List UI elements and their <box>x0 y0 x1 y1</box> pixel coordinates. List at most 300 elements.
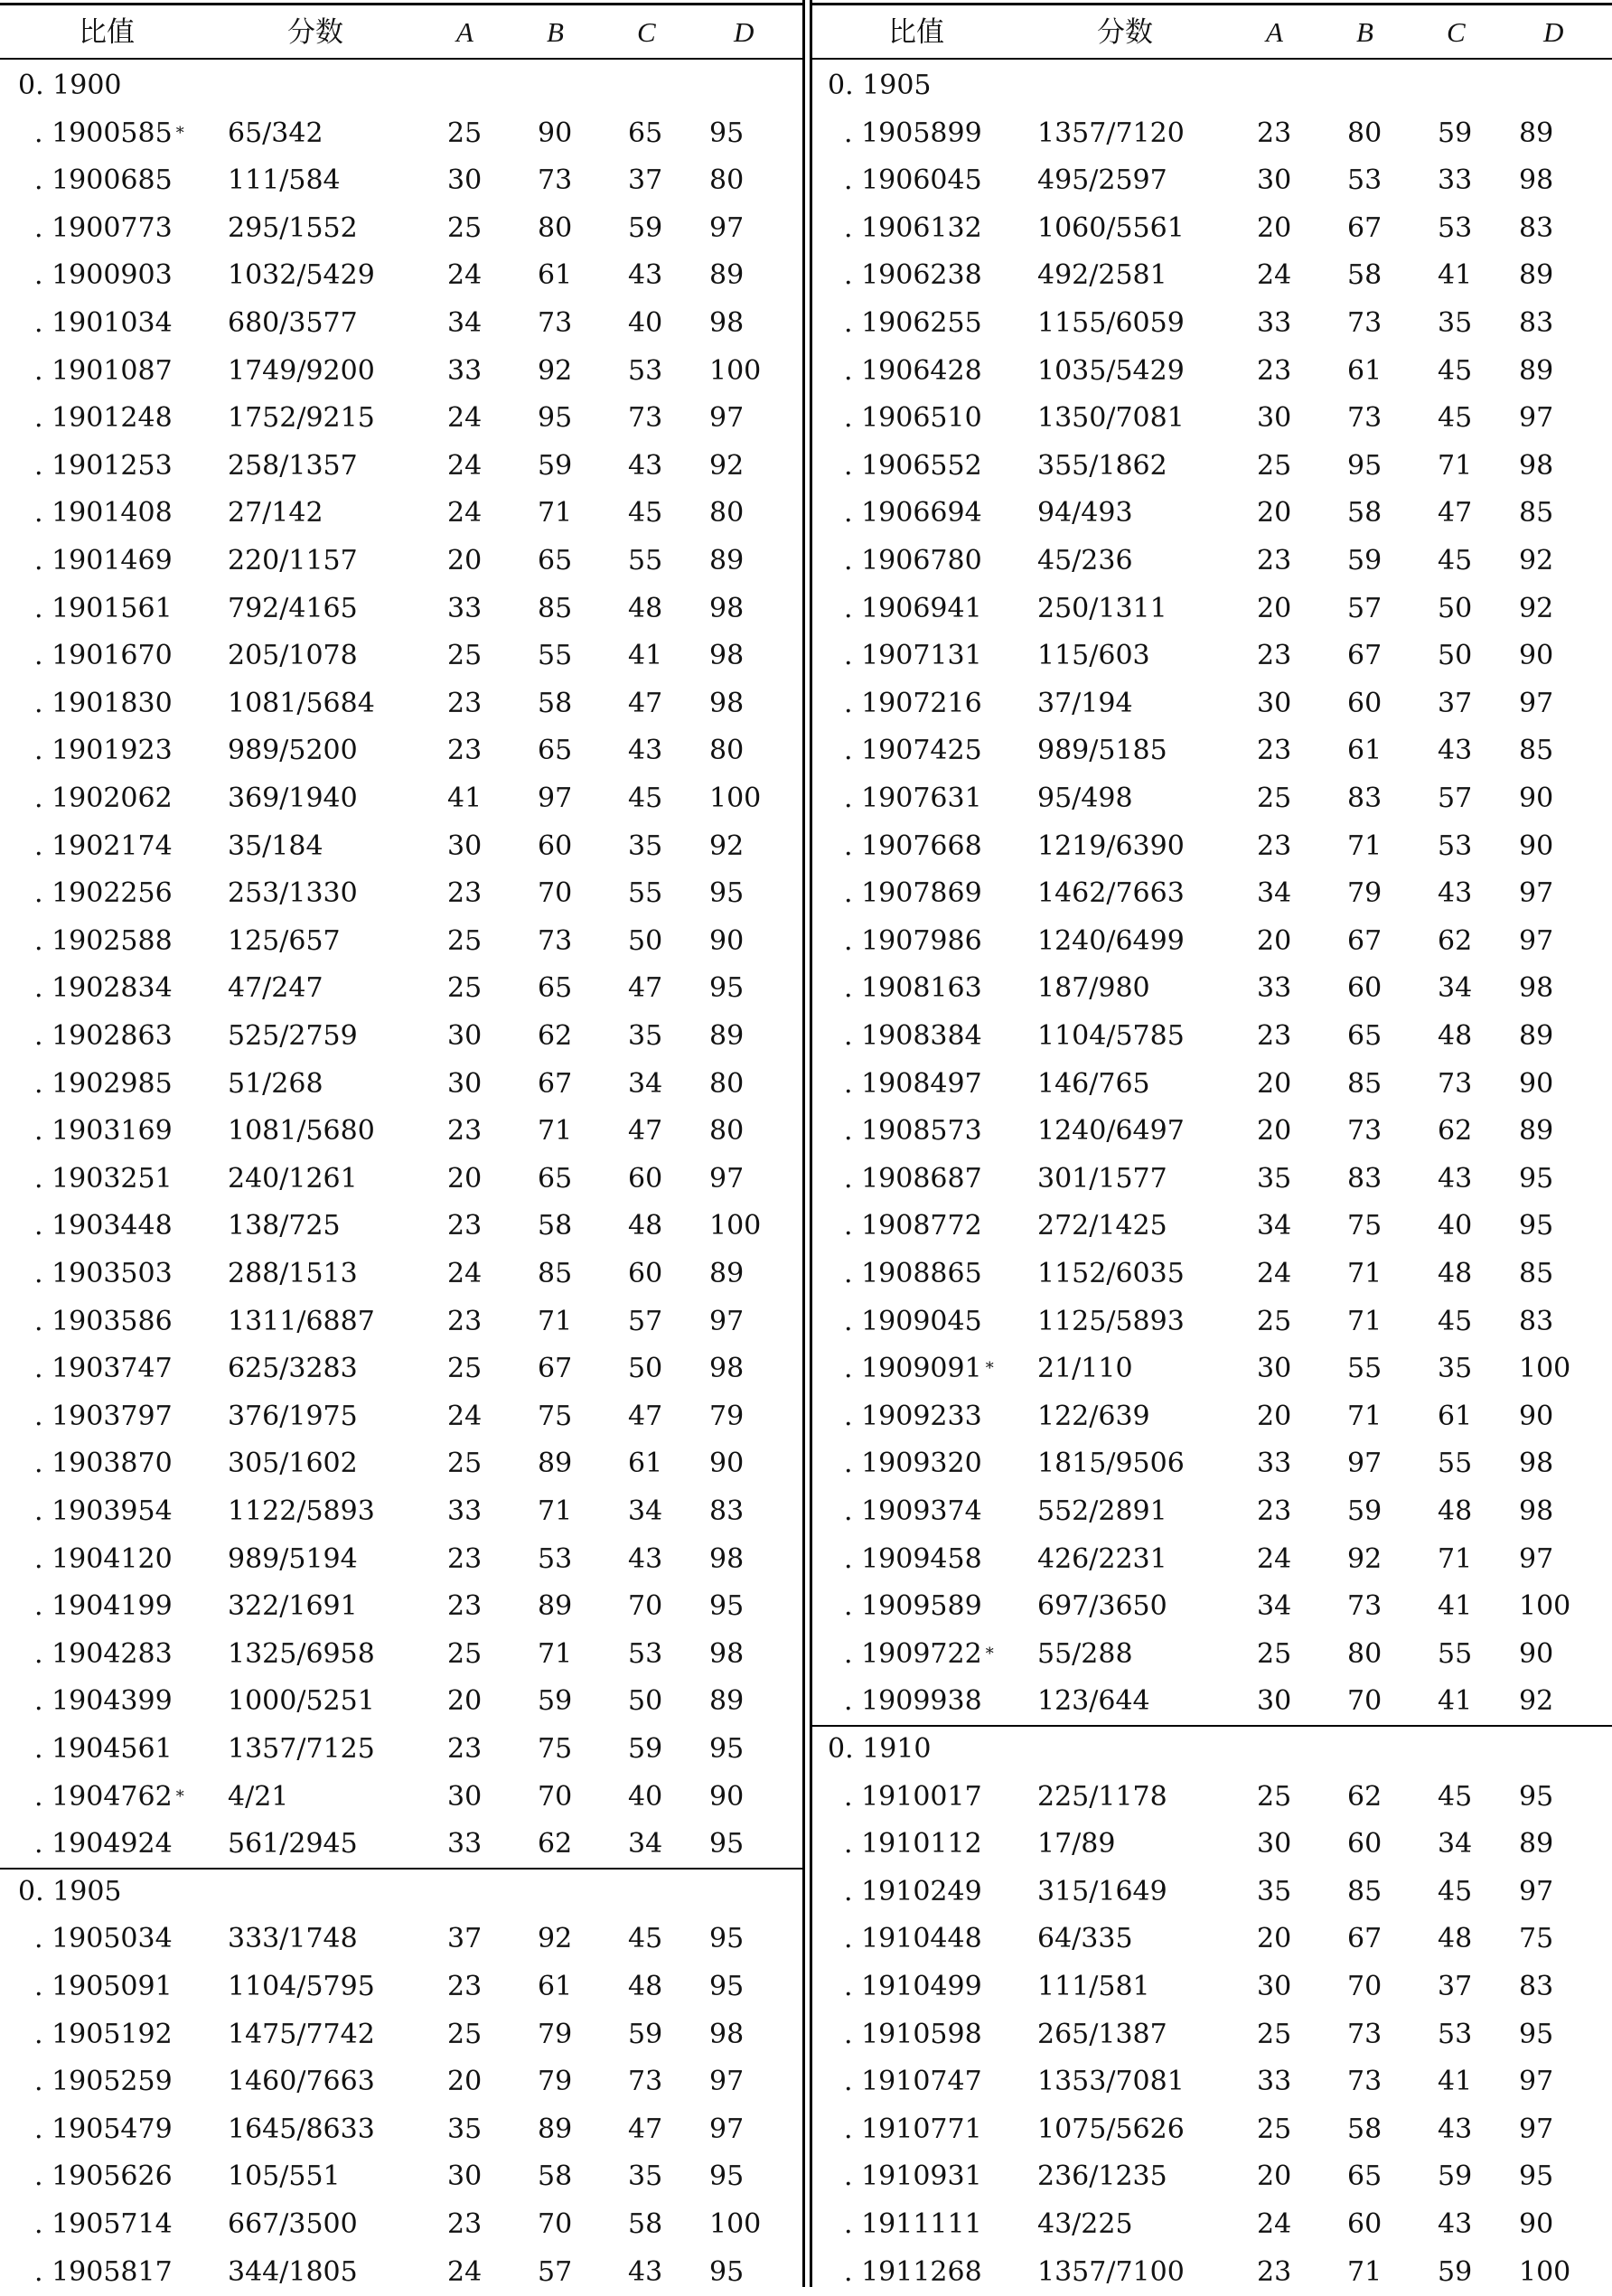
asterisk-mark: * <box>175 123 184 143</box>
fraction-cell: 1081/5684 <box>228 687 375 719</box>
c-cell: 47 <box>628 687 663 719</box>
a-cell: 25 <box>447 2018 483 2050</box>
b-cell: 73 <box>538 307 573 339</box>
group-label: 0. 1910 <box>828 1733 932 1765</box>
d-cell: 80 <box>709 1067 745 1100</box>
a-cell: 25 <box>447 1353 483 1385</box>
table-row <box>0 110 802 157</box>
c-cell: 53 <box>628 354 663 387</box>
table-row <box>810 2058 1612 2105</box>
a-cell: 25 <box>447 117 483 149</box>
ratio-cell <box>844 348 982 395</box>
ratio-value: . 1908163 <box>844 972 982 1005</box>
b-cell: 75 <box>1347 1210 1382 1242</box>
d-cell: 97 <box>709 2113 745 2145</box>
table-row <box>0 823 802 870</box>
ratio-cell <box>844 1821 982 1868</box>
fraction-cell: 187/980 <box>1037 972 1150 1005</box>
c-cell: 59 <box>1438 117 1473 149</box>
ratio-value: . 1911268 <box>844 2255 982 2288</box>
table-row <box>810 1869 1612 1916</box>
a-cell: 33 <box>447 1828 483 1860</box>
ratio-value: . 1909045 <box>844 1305 982 1337</box>
ratio-value: . 1900585 <box>34 117 173 149</box>
ratio-cell <box>34 2153 173 2200</box>
table-row <box>810 1298 1612 1345</box>
d-cell: 95 <box>1519 1162 1554 1195</box>
ratio-value: . 1905091 <box>34 1971 173 2002</box>
b-cell: 92 <box>1347 1542 1382 1575</box>
d-cell: 97 <box>709 211 745 244</box>
c-cell: 48 <box>628 592 663 624</box>
ratio-cell <box>844 1345 994 1392</box>
a-cell: 24 <box>447 1400 483 1432</box>
d-cell: 90 <box>1519 2208 1554 2240</box>
ratio-cell <box>34 2106 173 2153</box>
a-cell: 24 <box>447 402 483 435</box>
d-cell: 98 <box>709 1542 745 1575</box>
ratio-cell <box>844 205 982 252</box>
fraction-cell: 122/639 <box>1037 1400 1150 1432</box>
c-cell: 73 <box>628 2066 663 2098</box>
ratio-value: . 1906694 <box>844 497 982 529</box>
fraction-cell: 1350/7081 <box>1037 402 1185 435</box>
fraction-cell: 236/1235 <box>1037 2160 1167 2193</box>
ratio-cell <box>844 1583 982 1630</box>
ratio-value: . 1903169 <box>34 1115 173 1148</box>
d-cell: 95 <box>1519 2018 1554 2050</box>
ratio-cell <box>844 1963 982 2010</box>
fraction-cell: 369/1940 <box>228 783 358 814</box>
table-row <box>0 1061 802 1108</box>
c-cell: 43 <box>628 735 663 767</box>
c-cell: 41 <box>1438 259 1473 292</box>
fraction-cell: 355/1862 <box>1037 449 1167 482</box>
ratio-cell <box>34 1726 173 1773</box>
b-cell: 90 <box>538 117 573 149</box>
fraction-cell: 1035/5429 <box>1037 354 1185 387</box>
b-cell: 65 <box>1347 2160 1382 2193</box>
b-cell: 83 <box>1347 783 1382 814</box>
ratio-value: . 1910499 <box>844 1971 982 2002</box>
fraction-cell: 146/765 <box>1037 1067 1150 1100</box>
a-cell: 34 <box>1257 1210 1292 1242</box>
b-cell: 85 <box>1347 1067 1382 1100</box>
c-cell: 53 <box>1438 829 1473 862</box>
table-row <box>810 1963 1612 2010</box>
a-cell: 20 <box>447 2066 483 2098</box>
b-cell: 60 <box>1347 972 1382 1005</box>
fraction-cell: 1815/9506 <box>1037 1448 1185 1480</box>
d-cell: 89 <box>1519 259 1554 292</box>
ratio-value: . 1907216 <box>844 687 982 719</box>
table-row <box>810 1393 1612 1440</box>
b-cell: 70 <box>1347 1685 1382 1718</box>
b-cell: 71 <box>538 1637 573 1670</box>
d-cell: 90 <box>1519 829 1554 862</box>
ratio-cell <box>844 1156 982 1203</box>
d-cell: 90 <box>1519 783 1554 814</box>
ratio-cell <box>844 395 982 442</box>
a-cell: 30 <box>1257 687 1292 719</box>
a-cell: 23 <box>447 1210 483 1242</box>
c-cell: 48 <box>1438 1495 1473 1527</box>
c-cell: 47 <box>1438 497 1473 529</box>
c-cell: 61 <box>1438 1400 1473 1432</box>
ratio-cell <box>34 2011 173 2058</box>
c-cell: 57 <box>1438 783 1473 814</box>
ratio-value: . 1902588 <box>34 924 173 957</box>
a-cell: 30 <box>447 164 483 197</box>
b-cell: 62 <box>1347 1780 1382 1813</box>
table-row <box>810 1583 1612 1630</box>
c-cell: 41 <box>628 640 663 672</box>
a-cell: 20 <box>1257 924 1292 957</box>
ratio-cell <box>844 1108 982 1155</box>
d-cell: 90 <box>1519 640 1554 672</box>
table-row <box>810 2153 1612 2200</box>
a-cell: 35 <box>1257 1162 1292 1195</box>
d-cell: 97 <box>1519 2113 1554 2145</box>
c-cell: 34 <box>628 1067 663 1100</box>
c-cell: 45 <box>1438 1780 1473 1813</box>
a-cell: 25 <box>447 1637 483 1670</box>
ratio-cell <box>844 823 982 870</box>
a-cell: 24 <box>447 1258 483 1289</box>
group-label: 0. 1900 <box>18 70 122 101</box>
b-cell: 61 <box>538 259 573 292</box>
ratio-value: . 1909722 <box>844 1637 982 1670</box>
a-cell: 20 <box>1257 1923 1292 1955</box>
c-cell: 50 <box>628 1685 663 1718</box>
ratio-value: . 1910112 <box>844 1828 982 1860</box>
right-table-column <box>810 0 1612 2287</box>
a-cell: 23 <box>1257 2255 1292 2288</box>
ratio-value: . 1906552 <box>844 449 982 482</box>
table-row <box>0 1488 802 1535</box>
ratio-cell <box>34 1583 173 1630</box>
c-cell: 45 <box>628 1923 663 1955</box>
d-cell: 92 <box>709 829 745 862</box>
header-d: D <box>734 16 754 48</box>
c-cell: 48 <box>628 1210 663 1242</box>
table-row <box>0 300 802 347</box>
a-cell: 23 <box>447 2208 483 2240</box>
c-cell: 71 <box>1438 449 1473 482</box>
ratio-value: . 1906428 <box>844 354 982 387</box>
ratio-cell <box>844 727 982 774</box>
b-cell: 61 <box>1347 354 1382 387</box>
d-cell: 97 <box>1519 687 1554 719</box>
fraction-cell: 115/603 <box>1037 640 1150 672</box>
b-cell: 97 <box>538 783 573 814</box>
d-cell: 98 <box>709 687 745 719</box>
fraction-cell: 315/1649 <box>1037 1875 1167 1907</box>
d-cell: 95 <box>709 1828 745 1860</box>
b-cell: 73 <box>538 924 573 957</box>
table-row <box>0 1393 802 1440</box>
table-row <box>0 1631 802 1678</box>
c-cell: 43 <box>1438 735 1473 767</box>
table-row <box>810 1203 1612 1250</box>
ratio-cell <box>844 1678 982 1725</box>
ratio-value: . 1904924 <box>34 1828 173 1860</box>
a-cell: 20 <box>1257 2160 1292 2193</box>
d-cell: 80 <box>709 1115 745 1148</box>
c-cell: 43 <box>1438 877 1473 910</box>
b-cell: 71 <box>1347 829 1382 862</box>
a-cell: 25 <box>447 640 483 672</box>
d-cell: 90 <box>709 1780 745 1813</box>
ratio-value: . 1903797 <box>34 1400 173 1432</box>
c-cell: 62 <box>1438 1115 1473 1148</box>
d-cell: 98 <box>1519 1495 1554 1527</box>
d-cell: 95 <box>1519 2160 1554 2193</box>
header-fraction: 分数 <box>287 16 343 49</box>
ratio-cell <box>844 586 982 633</box>
group-heading <box>810 1726 1612 1773</box>
a-cell: 30 <box>447 1020 483 1052</box>
c-cell: 53 <box>628 1637 663 1670</box>
d-cell: 98 <box>709 1637 745 1670</box>
b-cell: 80 <box>538 211 573 244</box>
c-cell: 73 <box>628 402 663 435</box>
table-row <box>0 1156 802 1203</box>
ratio-cell <box>34 965 173 1012</box>
d-cell: 97 <box>709 2066 745 2098</box>
fraction-cell: 1475/7742 <box>228 2018 375 2050</box>
b-cell: 79 <box>538 2018 573 2050</box>
fraction-cell: 552/2891 <box>1037 1495 1167 1527</box>
c-cell: 35 <box>628 829 663 862</box>
d-cell: 90 <box>709 924 745 957</box>
a-cell: 34 <box>1257 877 1292 910</box>
a-cell: 25 <box>1257 1780 1292 1813</box>
table-row <box>0 1013 802 1060</box>
d-cell: 89 <box>1519 1828 1554 1860</box>
ratio-cell <box>34 1061 173 1108</box>
fraction-cell: 680/3577 <box>228 307 358 339</box>
a-cell: 33 <box>1257 972 1292 1005</box>
fraction-cell: 265/1387 <box>1037 2018 1167 2050</box>
d-cell: 80 <box>709 164 745 197</box>
a-cell: 23 <box>447 1971 483 2002</box>
fraction-cell: 64/335 <box>1037 1923 1133 1955</box>
fraction-cell: 989/5185 <box>1037 735 1167 767</box>
table-row <box>810 1061 1612 1108</box>
d-cell: 92 <box>1519 545 1554 576</box>
fraction-cell: 123/644 <box>1037 1685 1150 1718</box>
table-row <box>0 490 802 537</box>
ratio-value: . 1909233 <box>844 1400 982 1432</box>
ratio-cell <box>844 110 982 157</box>
fraction-cell: 792/4165 <box>228 592 358 624</box>
ratio-cell <box>844 2011 982 2058</box>
b-cell: 89 <box>538 2113 573 2145</box>
c-cell: 33 <box>1438 164 1473 197</box>
ratio-cell <box>844 870 982 917</box>
ratio-cell <box>34 1536 173 1583</box>
c-cell: 59 <box>1438 2160 1473 2193</box>
a-cell: 24 <box>1257 1542 1292 1575</box>
b-cell: 70 <box>538 2208 573 2240</box>
ratio-cell <box>844 2058 982 2105</box>
b-cell: 71 <box>1347 1258 1382 1289</box>
b-cell: 73 <box>538 164 573 197</box>
ratio-value: . 1905034 <box>34 1923 173 1955</box>
ratio-value: . 1901248 <box>34 402 173 435</box>
b-cell: 60 <box>1347 687 1382 719</box>
c-cell: 35 <box>628 2160 663 2193</box>
fraction-cell: 94/493 <box>1037 497 1133 529</box>
ratio-value: . 1901561 <box>34 592 173 624</box>
d-cell: 95 <box>1519 1210 1554 1242</box>
c-cell: 55 <box>628 545 663 576</box>
column-divider-left <box>802 0 805 2287</box>
ratio-value: . 1903251 <box>34 1162 173 1195</box>
c-cell: 37 <box>1438 687 1473 719</box>
fraction-cell: 989/5194 <box>228 1542 358 1575</box>
c-cell: 48 <box>1438 1020 1473 1052</box>
b-cell: 61 <box>538 1971 573 2002</box>
c-cell: 53 <box>1438 2018 1473 2050</box>
a-cell: 25 <box>447 1448 483 1480</box>
ratio-cell <box>34 586 173 633</box>
b-cell: 85 <box>538 1258 573 1289</box>
a-cell: 34 <box>1257 1590 1292 1623</box>
ratio-cell <box>34 870 173 917</box>
a-cell: 20 <box>1257 592 1292 624</box>
b-cell: 67 <box>1347 211 1382 244</box>
ratio-value: . 1902174 <box>34 829 173 862</box>
ratio-value: . 1903586 <box>34 1305 173 1337</box>
left-table-column <box>0 0 802 2287</box>
table-row <box>0 538 802 585</box>
d-cell: 100 <box>1519 1353 1571 1385</box>
fraction-cell: 272/1425 <box>1037 1210 1167 1242</box>
a-cell: 23 <box>1257 354 1292 387</box>
fraction-cell: 561/2945 <box>228 1828 358 1860</box>
a-cell: 23 <box>447 1305 483 1337</box>
ratio-cell <box>844 1631 994 1678</box>
table-row <box>0 252 802 299</box>
ratio-value: . 1905714 <box>34 2208 173 2240</box>
d-cell: 79 <box>709 1400 745 1432</box>
ratio-value: . 1907131 <box>844 640 982 672</box>
ratio-value: . 1902863 <box>34 1020 173 1052</box>
a-cell: 30 <box>1257 1353 1292 1385</box>
ratio-cell <box>34 680 173 727</box>
d-cell: 75 <box>1519 1923 1554 1955</box>
b-cell: 73 <box>1347 1115 1382 1148</box>
b-cell: 67 <box>1347 924 1382 957</box>
ratio-cell <box>34 1108 173 1155</box>
ratio-value: . 1901469 <box>34 545 173 576</box>
ratio-value: . 1910017 <box>844 1780 982 1813</box>
fraction-cell: 55/288 <box>1037 1637 1133 1670</box>
a-cell: 30 <box>447 1067 483 1100</box>
c-cell: 58 <box>628 2208 663 2240</box>
a-cell: 20 <box>1257 1115 1292 1148</box>
d-cell: 95 <box>709 1971 745 2002</box>
d-cell: 89 <box>1519 1115 1554 1148</box>
header-d: D <box>1543 16 1564 48</box>
a-cell: 30 <box>1257 1685 1292 1718</box>
a-cell: 20 <box>1257 1067 1292 1100</box>
ratio-cell <box>844 2201 982 2248</box>
fraction-cell: 625/3283 <box>228 1353 358 1385</box>
ratio-value: . 1900685 <box>34 164 173 197</box>
a-cell: 23 <box>447 687 483 719</box>
b-cell: 67 <box>538 1353 573 1385</box>
table-row <box>0 1440 802 1487</box>
b-cell: 79 <box>1347 877 1382 910</box>
table-row <box>0 1963 802 2010</box>
table-row <box>0 2201 802 2248</box>
c-cell: 45 <box>1438 354 1473 387</box>
a-cell: 24 <box>447 259 483 292</box>
table-row <box>810 1251 1612 1298</box>
fraction-cell: 1325/6958 <box>228 1637 375 1670</box>
ratio-value: . 1910249 <box>844 1875 982 1907</box>
b-cell: 60 <box>1347 2208 1382 2240</box>
ratio-cell <box>844 1536 982 1583</box>
b-cell: 62 <box>538 1020 573 1052</box>
ratio-cell <box>844 1203 982 1250</box>
fraction-cell: 105/551 <box>228 2160 341 2193</box>
fraction-cell: 225/1178 <box>1037 1780 1167 1813</box>
a-cell: 25 <box>447 972 483 1005</box>
b-cell: 73 <box>1347 2018 1382 2050</box>
c-cell: 47 <box>628 1115 663 1148</box>
ratio-cell <box>34 490 173 537</box>
fraction-cell: 1240/6499 <box>1037 924 1185 957</box>
b-cell: 61 <box>1347 735 1382 767</box>
d-cell: 98 <box>1519 449 1554 482</box>
c-cell: 45 <box>1438 1875 1473 1907</box>
d-cell: 97 <box>709 402 745 435</box>
b-cell: 65 <box>538 735 573 767</box>
ratio-value: . 1905479 <box>34 2113 173 2145</box>
fraction-cell: 1219/6390 <box>1037 829 1185 862</box>
table-row <box>810 1678 1612 1725</box>
table-row <box>0 2249 802 2296</box>
c-cell: 65 <box>628 117 663 149</box>
a-cell: 25 <box>1257 449 1292 482</box>
d-cell: 89 <box>709 1020 745 1052</box>
ratio-value: . 1905192 <box>34 2018 173 2050</box>
ratio-value: . 1909589 <box>844 1590 982 1623</box>
a-cell: 33 <box>1257 1448 1292 1480</box>
c-cell: 57 <box>628 1305 663 1337</box>
fraction-cell: 1357/7120 <box>1037 117 1185 149</box>
ratio-value: . 1910931 <box>844 2160 982 2193</box>
b-cell: 60 <box>1347 1828 1382 1860</box>
ratio-value: . 1906255 <box>844 307 982 339</box>
a-cell: 23 <box>447 735 483 767</box>
d-cell: 98 <box>709 1353 745 1385</box>
a-cell: 23 <box>1257 1020 1292 1052</box>
b-cell: 58 <box>538 1210 573 1242</box>
ratio-cell <box>844 1774 982 1821</box>
ratio-value: . 1901670 <box>34 640 173 672</box>
b-cell: 73 <box>1347 2066 1382 2098</box>
table-row <box>0 1251 802 1298</box>
d-cell: 83 <box>1519 1305 1554 1337</box>
ratio-cell <box>34 1251 173 1298</box>
d-cell: 100 <box>709 1210 762 1242</box>
b-cell: 55 <box>1347 1353 1382 1385</box>
